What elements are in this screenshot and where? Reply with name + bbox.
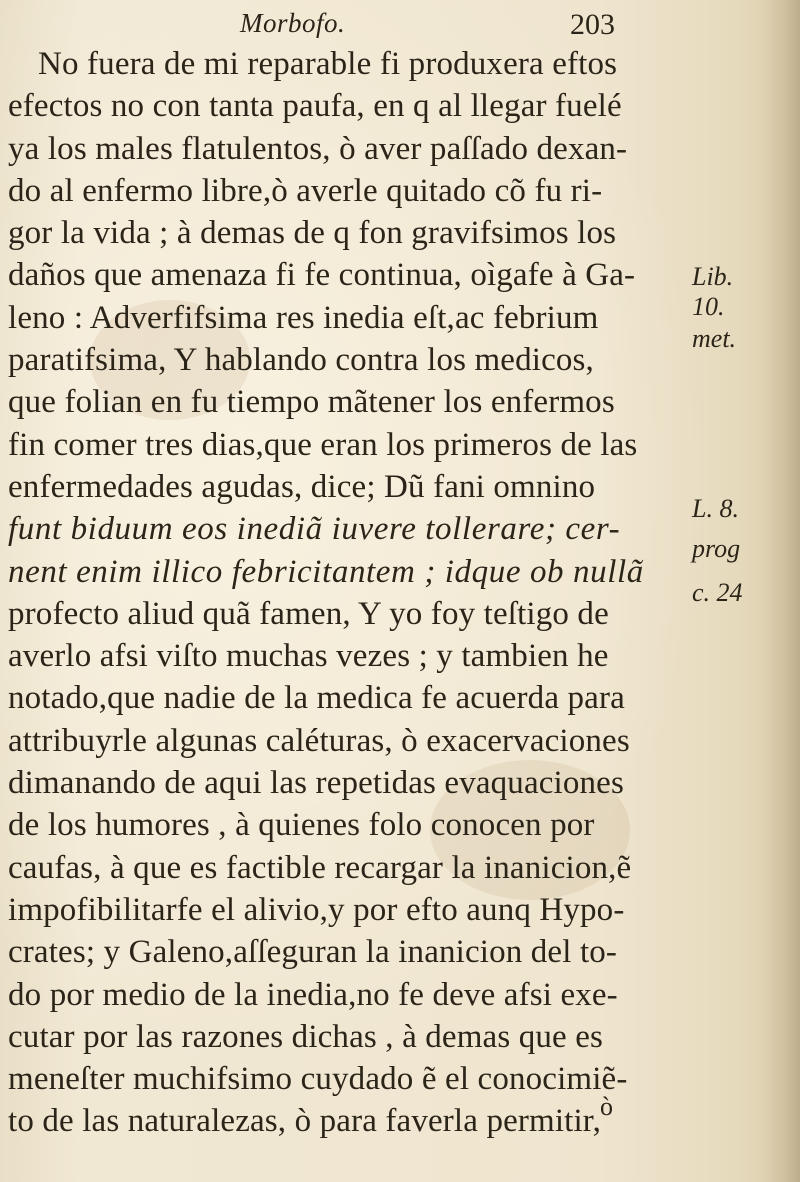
margin-note: met. bbox=[692, 324, 737, 353]
margin-note: Lib. bbox=[692, 262, 734, 291]
text-line: to de las naturalezas, ò para faverla permitir, bbox=[8, 1103, 602, 1140]
text-line: profecto aliud quã famen, Y yo foy teſtigo de bbox=[8, 595, 609, 632]
text-line: No fuera de mi reparable fi produxera eftos bbox=[38, 46, 618, 82]
page-gutter-shadow bbox=[760, 0, 800, 1182]
text-line: enfermedades agudas, dice; Dũ fani omnino bbox=[8, 468, 596, 505]
margin-note: prog bbox=[692, 534, 741, 563]
text-line: ya los males flatulentos, ò aver paſſado dexan- bbox=[8, 130, 628, 167]
text-line: caufas, à que es factible recargar la inanicion,ẽ bbox=[8, 849, 632, 886]
text-line: crates; y Galeno,aſſeguran la inanicion del to- bbox=[8, 934, 618, 971]
text-line: do por medio de la inedia,no fe deve afsi exe- bbox=[8, 976, 618, 1013]
margin-note: c. 24 bbox=[692, 578, 743, 607]
text-line: meneſter muchifsimo cuydado ẽ el conocimiẽ- bbox=[8, 1061, 628, 1098]
text-line: daños que amenaza fi fe continua, oìgafe à Ga- bbox=[8, 257, 636, 294]
text-line: fin comer tres dias,que eran los primeros de las bbox=[8, 426, 638, 463]
text-line: gor la vida ; à demas de q fon gravifsimos los bbox=[8, 215, 617, 252]
catchword: ò bbox=[600, 1092, 613, 1121]
page-header bbox=[0, 6, 800, 46]
text-line: averlo afsi viſto muchas vezes ; y tambien he bbox=[8, 638, 609, 675]
margin-note: L. 8. bbox=[692, 494, 739, 523]
text-line: leno : Adverfifsima res inedia eſt,ac febrium bbox=[8, 299, 599, 336]
text-line: notado,que nadie de la medica fe acuerda para bbox=[8, 680, 625, 717]
text-line: de los humores , à quienes folo conocen por bbox=[8, 807, 595, 844]
text-line: dimanando de aqui las repetidas evaquaciones bbox=[8, 765, 624, 802]
running-head: Morbofo. bbox=[240, 8, 346, 38]
body-text bbox=[0, 43, 660, 1143]
text-line: nent enim illico febricitantem ; idque ob nullã bbox=[8, 553, 644, 590]
text-line: impofibilitarfe el alivio,y por efto aunq Hypo- bbox=[8, 891, 625, 928]
text-line: paratifsima, Y hablando contra los medicos, bbox=[8, 342, 594, 379]
text-line: attribuyrle algunas caléturas, ò exacervaciones bbox=[8, 722, 630, 759]
text-line: efectos no con tanta paufa, en q al llegar fuelé bbox=[8, 88, 622, 125]
text-line: cutar por las razones dichas , à demas que es bbox=[8, 1018, 604, 1055]
text-line: funt biduum eos inediã iuvere tollerare; cer- bbox=[8, 511, 621, 548]
text-line: do al enfermo libre,ò averle quitado cõ fu ri- bbox=[8, 172, 603, 209]
text-line: que folian en fu tiempo mãtener los enfermos bbox=[8, 384, 615, 421]
page-number: 203 bbox=[570, 8, 615, 41]
margin-note: 10. bbox=[692, 292, 725, 321]
